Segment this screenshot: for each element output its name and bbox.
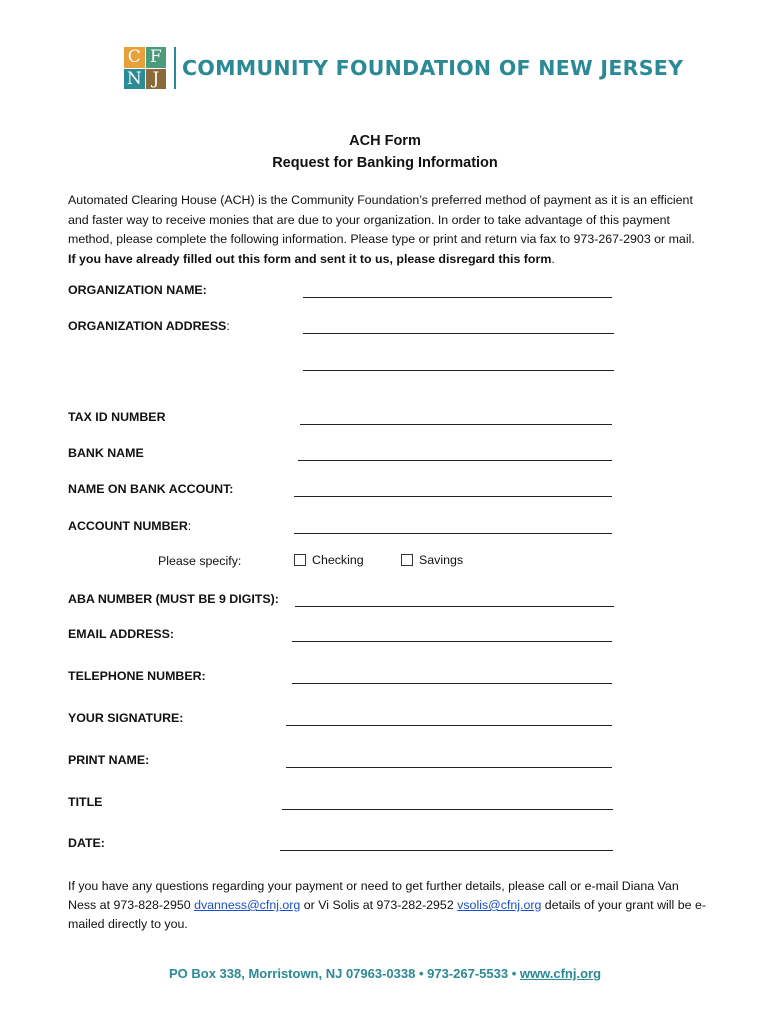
contact-text-2: or Vi Solis at 973-282-2952 <box>300 898 458 912</box>
bank-name-field[interactable] <box>298 460 612 461</box>
telephone-label: TELEPHONE NUMBER: <box>68 669 206 683</box>
account-number-colon: : <box>187 519 192 533</box>
signature-label: YOUR SIGNATURE: <box>68 711 184 725</box>
logo-letter: J <box>146 69 167 90</box>
signature-field[interactable] <box>286 725 612 726</box>
checking-option[interactable] <box>294 553 364 567</box>
org-address-colon: : <box>226 319 230 333</box>
org-address-label <box>68 319 230 333</box>
org-address-field-1[interactable] <box>303 333 614 334</box>
telephone-field[interactable] <box>292 683 612 684</box>
org-address-field-2[interactable] <box>303 370 614 371</box>
account-number-label-text: ACCOUNT NUMBER <box>68 519 188 533</box>
intro-paragraph <box>68 191 700 269</box>
contact-text-1: If you have any questions regarding your payment or need to get further details, please call or e-mail Diana Van Ness at 973-828-2950 <box>68 879 679 912</box>
aba-field[interactable] <box>295 606 614 607</box>
footer <box>0 966 770 981</box>
name-on-account-field[interactable] <box>294 496 612 497</box>
checking-label: Checking <box>312 553 364 567</box>
email-link-dvanness[interactable]: dvanness@cfnj.org <box>194 898 301 912</box>
date-field[interactable] <box>280 850 613 851</box>
org-name-field[interactable] <box>303 297 612 298</box>
intro-text: Automated Clearing House (ACH) is the Community Foundation’s preferred method of payment as it is an efficient and faster way to receive monies that are due to your organization. In order to take advantage of this payment method, please complete the following information. Please type or print and return via fax to 973-267-2903 or mail. <box>68 193 695 246</box>
email-link-vsolis[interactable]: vsolis@cfnj.org <box>457 898 542 912</box>
logo <box>124 46 683 90</box>
logo-mark <box>124 47 166 89</box>
print-name-field[interactable] <box>286 767 612 768</box>
logo-letter: F <box>146 47 167 68</box>
email-field[interactable] <box>292 641 612 642</box>
date-label: DATE: <box>68 836 105 850</box>
logo-letter: N <box>124 69 145 90</box>
form-subtitle: Request for Banking Information <box>272 155 498 171</box>
org-address-label-text: ORGANIZATION ADDRESS <box>68 319 227 333</box>
tax-id-label: TAX ID NUMBER <box>68 410 166 424</box>
email-label: EMAIL ADDRESS: <box>68 627 175 641</box>
print-name-label: PRINT NAME: <box>68 753 150 767</box>
footer-address: PO Box 338, Morristown, NJ 07963-0338 • 973-267-5533 • <box>168 966 520 981</box>
org-title: COMMUNITY FOUNDATION OF NEW JERSEY <box>182 56 684 80</box>
contact-paragraph <box>68 877 708 934</box>
aba-label: ABA NUMBER (MUST BE 9 DIGITS): <box>68 592 279 606</box>
tax-id-field[interactable] <box>300 424 612 425</box>
savings-option[interactable] <box>401 553 463 567</box>
account-number-field[interactable] <box>294 533 612 534</box>
logo-divider <box>174 47 176 89</box>
logo-letter: C <box>124 47 145 68</box>
form-title: ACH Form <box>349 133 421 149</box>
account-number-label <box>68 519 191 533</box>
bank-name-label: BANK NAME <box>68 446 144 460</box>
intro-bold-note: If you have already filled out this form and sent it to us, please disregard this form <box>68 251 552 266</box>
checking-checkbox[interactable] <box>294 554 306 566</box>
savings-label: Savings <box>419 553 464 567</box>
contact-text-3: details of your grant will be e-mailed directly to you. <box>68 898 706 931</box>
intro-end: . <box>551 251 555 266</box>
savings-checkbox[interactable] <box>401 554 413 566</box>
org-name-label: ORGANIZATION NAME: <box>68 283 207 297</box>
name-on-account-label: NAME ON BANK ACCOUNT: <box>68 482 234 496</box>
please-specify-label: Please specify: <box>158 554 242 568</box>
title-label: TITLE <box>68 795 103 809</box>
footer-website-link[interactable]: www.cfnj.org <box>519 966 602 981</box>
title-field[interactable] <box>282 809 613 810</box>
